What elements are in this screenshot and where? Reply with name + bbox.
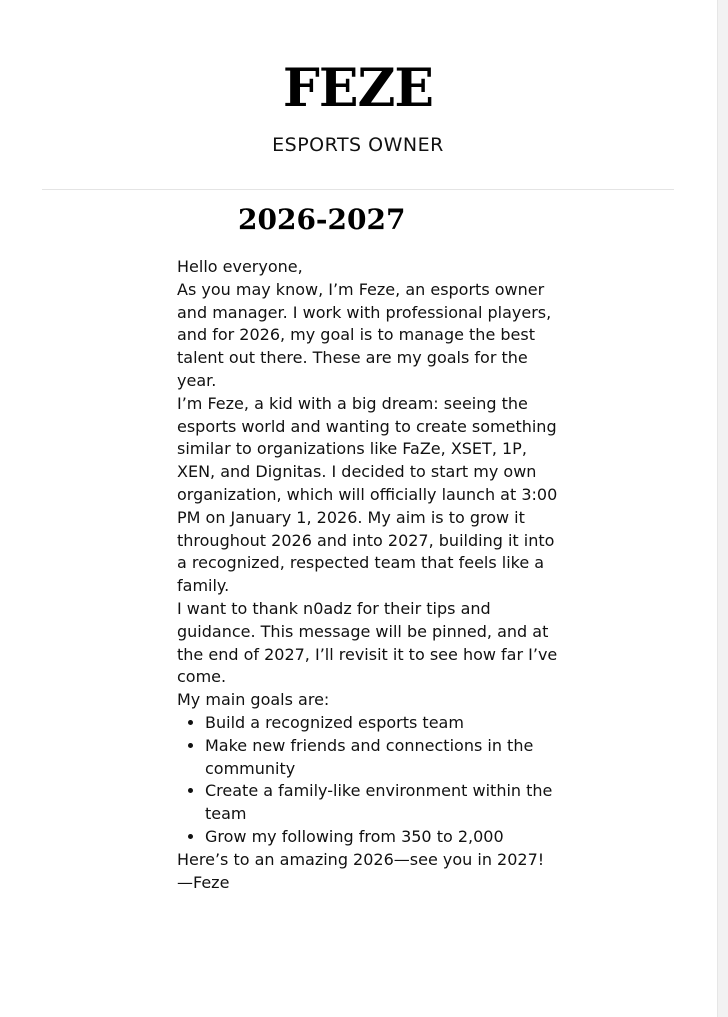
letter-body — [177, 256, 567, 894]
header-divider — [42, 189, 674, 190]
greeting-text: Hello everyone, — [177, 257, 303, 276]
list-item: • Build a recognized esports team — [205, 712, 567, 735]
paragraph-thanks: I want to thank n0adz for their tips and guidance. This message will be pinned, and at the end of 2027, I’ll revisit it to see how far I’ve come. — [177, 598, 558, 687]
section-heading: 2026-2027 — [238, 203, 406, 236]
list-item: • Grow my following from 350 to 2,000 — [205, 826, 567, 849]
vertical-scrollbar[interactable] — [717, 0, 728, 1017]
list-item: • Create a family-like environment within the team — [205, 780, 567, 826]
goals-list — [177, 712, 567, 849]
paragraph-dream: I’m Feze, a kid with a big dream: seeing the esports world and wanting to create something similar to organizations like FaZe, XSET, 1P, XEN, and Dignitas. I decided to start my own organization, which will officially launch at 3:00 PM on January 1, 2026. My aim is to grow it throughout 2026 and into 2027, building it into a recognized, respected team that feels like a family. — [177, 393, 558, 596]
list-item: • Make new friends and connections in the community — [205, 735, 567, 781]
signature-text: —Feze — [177, 872, 230, 892]
closing-text: Here’s to an amazing 2026—see you in 2027! — [177, 849, 545, 869]
page-title: FEZE — [282, 58, 434, 119]
paragraph-intro: As you may know, I’m Feze, an esports owner and manager. I work with professional players, and for 2026, my goal is to manage the best talent out there. These are my goals for the year. — [177, 279, 552, 390]
goals-intro-text: My main goals are: — [177, 690, 330, 710]
page-subtitle: ESPORTS OWNER — [272, 134, 444, 156]
